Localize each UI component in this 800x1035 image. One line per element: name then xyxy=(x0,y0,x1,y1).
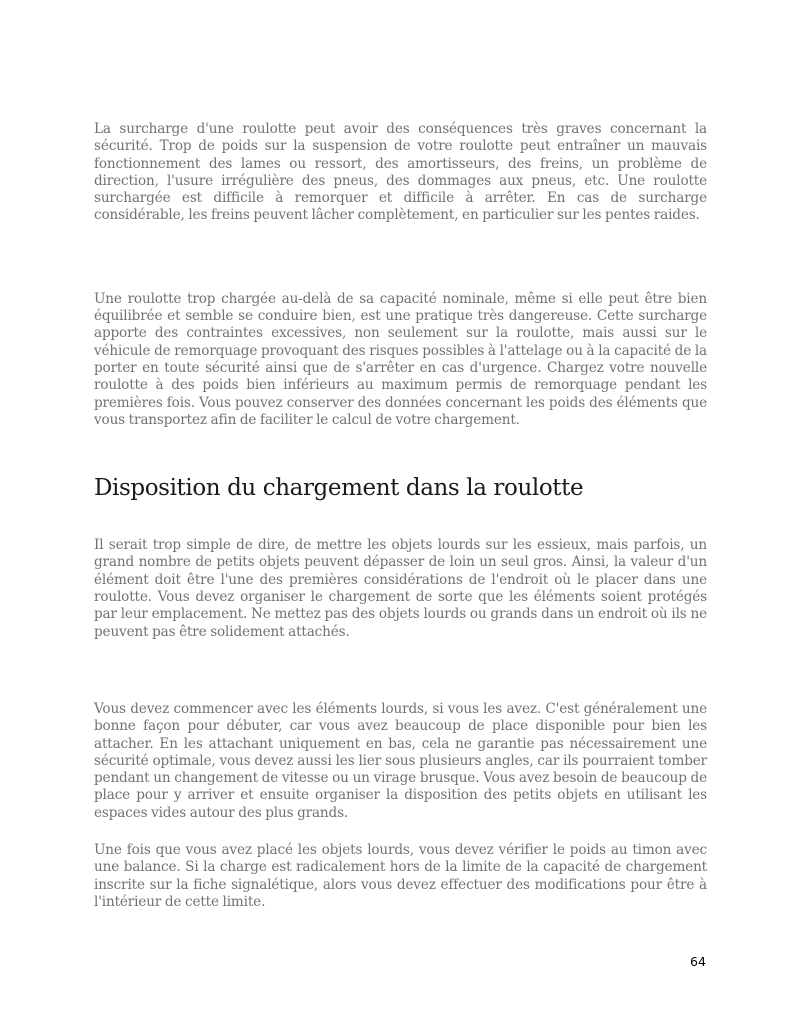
paragraph-overload-consequences: La surcharge d'une roulotte peut avoir des conséquences très graves concernant la sécurité. Trop de poids sur la suspension de votre roulotte peut entraîner un mauvais fonctionnement des lames ou ressort, des amortisseurs, des freins, un problème de direction, l'usure irrégulière des pneus, des dommages aux pneus, etc. Une roulotte surchargée est difficile à remorquer et difficile à arrêter. En cas de surcharge considérable, les freins peuvent lâcher complètement, en particulier sur les pentes raides. xyxy=(94,121,707,224)
page-content xyxy=(94,121,707,911)
paragraph-load-placement: Il serait trop simple de dire, de mettre les objets lourds sur les essieux, mais parfois, un grand nombre de petits objets peuvent dépasser de loin un seul gros. Ainsi, la valeur d'un élément doit être l'une des premières considérations de l'endroit où le placer dans une roulotte. Vous devez organiser le chargement de sorte que les éléments soient protégés par leur emplacement. Ne mettez pas des objets lourds ou grands dans un endroit où ils ne peuvent pas être solidement attachés. xyxy=(94,537,707,640)
paragraph-overload-danger: Une roulotte trop chargée au-delà de sa capacité nominale, même si elle peut être bien équilibrée et semble se conduire bien, est une pratique très dangereuse. Cette surcharge apporte des contraintes excessives, non seulement sur la roulotte, mais aussi sur le véhicule de remorquage provoquant des risques possibles à l'attelage ou à la capacité de la porter en toute sécurité ainsi que de s'arrêter en cas d'urgence. Chargez votre nouvelle roulotte à des poids bien inférieurs au maximum permis de remorquage pendant les premières fois. Vous pouvez conserver des données concernant les poids des éléments que vous transportez afin de faciliter le calcul de votre chargement. xyxy=(94,290,707,428)
paragraph-heavy-items: Vous devez commencer avec les éléments lourds, si vous les avez. C'est généralement une bonne façon pour débuter, car vous avez beaucoup de place disponible pour bien les attacher. En les attachant uniquement en bas, cela ne garantie pas nécessairement une sécurité optimale, vous devez aussi les lier sous plusieurs angles, car ils pourraient tomber pendant un changement de vitesse ou un virage brusque. Vous avez besoin de beaucoup de place pour y arriver et ensuite organiser la disposition des petits objets en utilisant les espaces vides autour des plus grands. xyxy=(94,700,707,821)
paragraph-tongue-weight: Une fois que vous avez placé les objets lourds, vous devez vérifier le poids au timon avec une balance. Si la charge est radicalement hors de la limite de la capacité de chargement inscrite sur la fiche signalétique, alors vous devez effectuer des modifications pour être à l'intérieur de cette limite. xyxy=(94,842,707,910)
section-heading: Disposition du chargement dans la roulotte xyxy=(94,475,584,502)
page-number: 64 xyxy=(690,954,706,969)
